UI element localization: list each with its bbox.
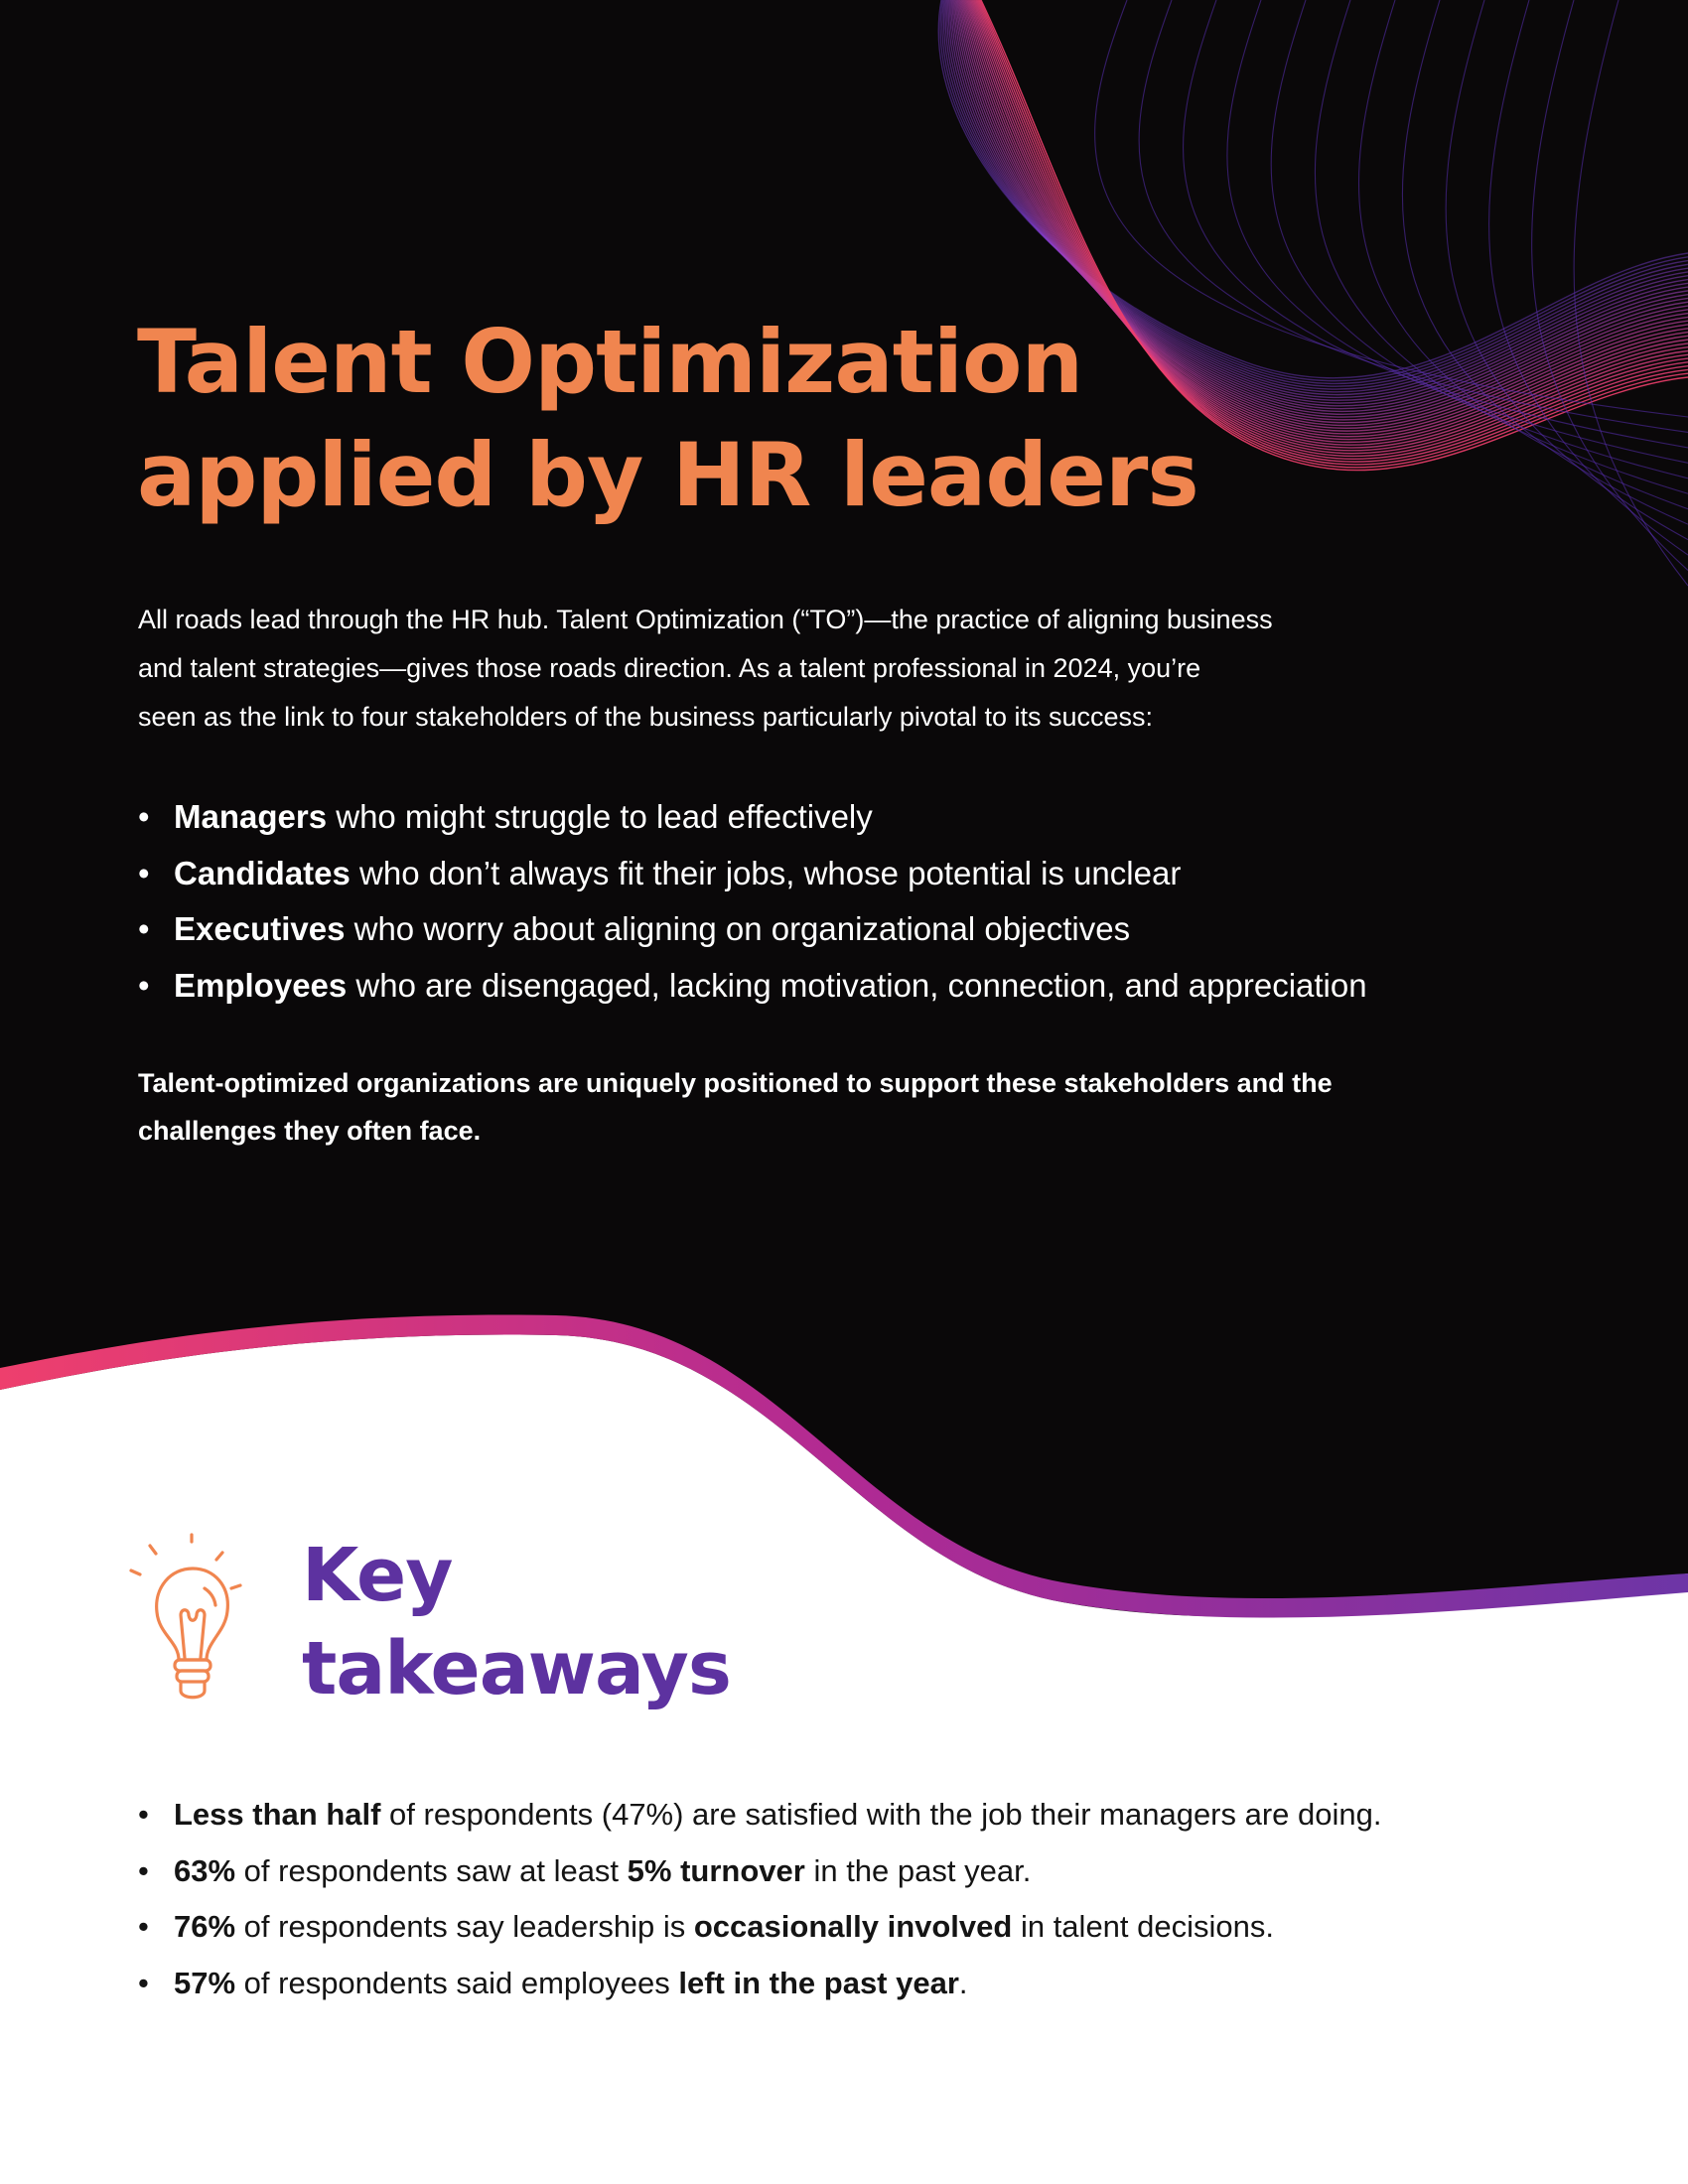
stakeholder-item (138, 850, 1608, 906)
takeaway-text: of respondents say leadership is (235, 1909, 694, 1944)
takeaway-item (138, 1791, 1667, 1847)
key-takeaways-heading (302, 1529, 731, 1715)
stakeholder-label: Employees (174, 966, 348, 1004)
takeaway-list (138, 1791, 1667, 2015)
stakeholder-list (138, 793, 1608, 1018)
stakeholder-item (138, 962, 1608, 1019)
title-line: Talent Optimization (137, 311, 1083, 413)
page-title (137, 306, 1198, 532)
takeaway-text: . (958, 1965, 968, 2000)
closing-line: Talent-optimized organizations are uniquely positioned to support these stakeholders and the (138, 1068, 1333, 1098)
stakeholder-text: who might struggle to lead effectively (327, 798, 873, 835)
takeaway-item (138, 1847, 1667, 1904)
takeaway-emphasis: left in the past year (678, 1965, 959, 2000)
takeaway-text: of respondents saw at least (235, 1852, 628, 1888)
takeaway-emphasis: occasionally involved (693, 1909, 1013, 1944)
heading-line: Key (302, 1533, 453, 1618)
closing-line: challenges they often face. (138, 1116, 482, 1146)
takeaway-item (138, 1960, 1667, 2016)
takeaway-emphasis: 76% (174, 1909, 236, 1944)
takeaway-text: of respondents said employees (235, 1965, 679, 2000)
takeaway-text: of respondents (47%) are satisfied with the job their managers are doing. (380, 1797, 1382, 1832)
takeaway-emphasis: 57% (174, 1965, 236, 2000)
stakeholder-text: who don’t always fit their jobs, whose potential is unclear (350, 854, 1182, 891)
stakeholder-label: Executives (174, 910, 346, 947)
takeaway-emphasis: 5% turnover (627, 1852, 805, 1888)
lightbulb-icon (123, 1531, 262, 1709)
takeaway-text: in talent decisions. (1012, 1909, 1274, 1944)
title-line: applied by HR leaders (137, 424, 1198, 526)
stakeholder-item (138, 793, 1608, 850)
heading-line: takeaways (302, 1626, 731, 1711)
takeaway-emphasis: Less than half (174, 1797, 381, 1832)
takeaway-item (138, 1903, 1667, 1960)
stakeholder-item (138, 905, 1608, 962)
takeaway-text: in the past year. (804, 1852, 1032, 1888)
stakeholder-text: who worry about aligning on organizational objectives (345, 910, 1131, 947)
stakeholder-label: Candidates (174, 854, 351, 891)
stakeholder-label: Managers (174, 798, 328, 835)
intro-line: seen as the link to four stakeholders of the business particularly pivotal to its success: (138, 702, 1154, 732)
closing-statement (138, 1059, 1528, 1155)
takeaway-emphasis: 63% (174, 1852, 236, 1888)
stakeholder-text: who are disengaged, lacking motivation, connection, and appreciation (347, 966, 1367, 1004)
intro-line: and talent strategies—gives those roads direction. As a talent professional in 2024, you’re (138, 653, 1201, 683)
intro-line: All roads lead through the HR hub. Talent Optimization (“TO”)—the practice of aligning business (138, 605, 1273, 634)
intro-paragraph (138, 596, 1459, 742)
